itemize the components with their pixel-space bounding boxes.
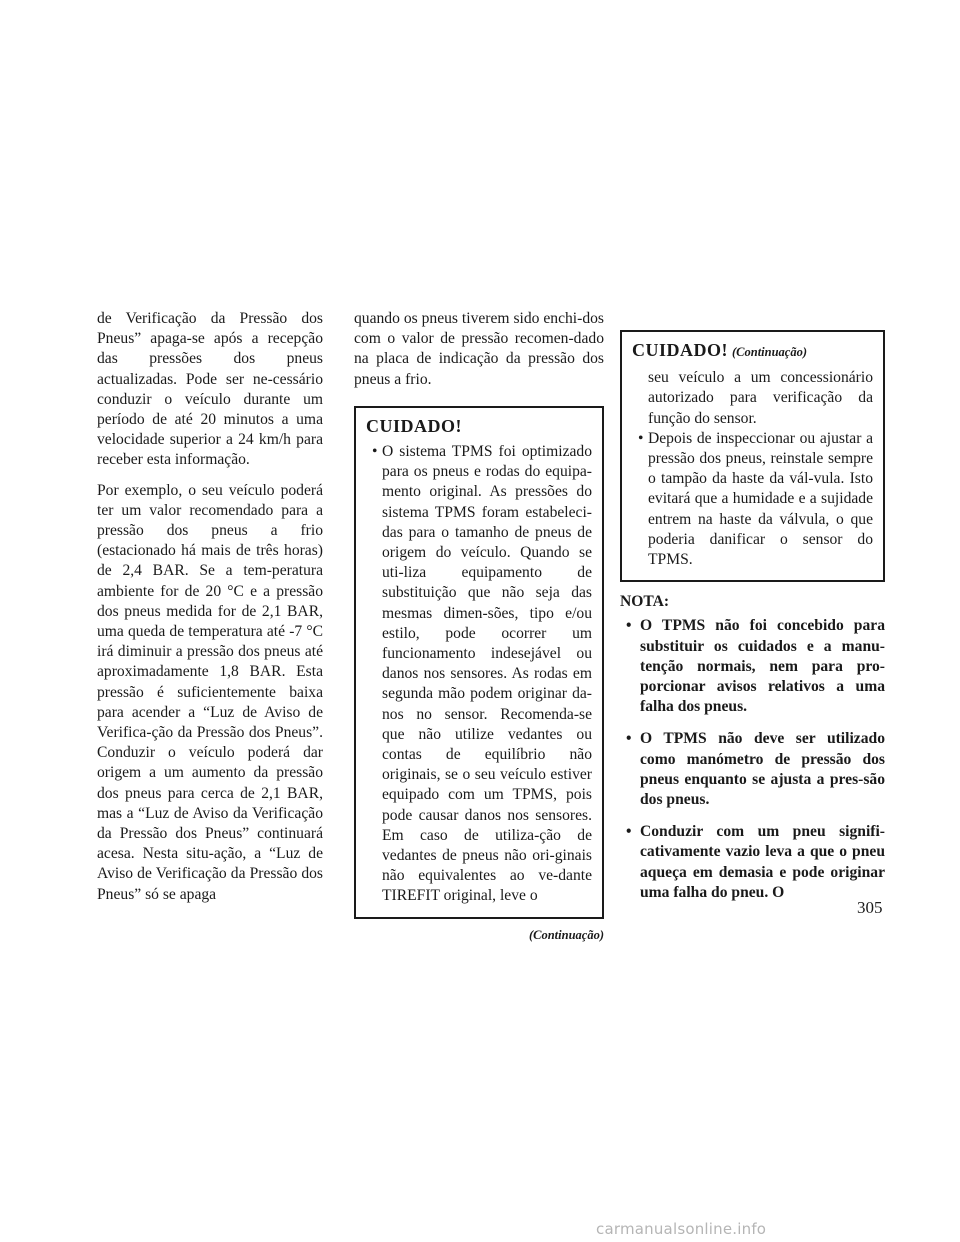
caution-title — [632, 340, 873, 362]
caution-item: • Depois de inspeccionar ou ajustar a pressão dos pneus, reinstale sempre o tampão da haste da vál-vula. Isto evitará que a humidade e a sujidade entrem na haste da válvula, o que poderia danificar o sensor do TPMS. — [632, 429, 873, 570]
text-column-middle — [354, 309, 604, 945]
caution-box — [354, 406, 604, 919]
caution-continuation: seu veículo a um concessionário autorizado para verificação da função do sensor. — [648, 369, 873, 427]
text-column-right — [620, 330, 885, 915]
caution-item: • O sistema TPMS foi optimizado para os pneus e rodas do equipa-mento original. As pressões do sistema TPMS foram estabeleci-das para o tamanho de pneus de origem do veículo. Quando se uti-liza equipamento de substituição que não seja das mesmas dimen-sões, tipo e/ou estilo, pode ocorrer um funcionamento indesejável ou danos nos sensores. As rodas em segunda mão podem originar da-nos no sensor. Recomenda-se que não utilize vedantes ou contas de equilíbrio não originais, se o seu veículo estiver equipado com um TPMS, pois pode causar danos nos sensores. Em caso de utiliza-ção de vedantes de pneus não ori-ginais não equivalentes ao ve-dante TIREFIT original, leve o — [366, 442, 592, 907]
caution-list — [632, 368, 873, 570]
note-label: NOTA: — [620, 593, 670, 611]
continued-label: (Continuação) — [528, 927, 604, 942]
note-item: • Conduzir com um pneu signifi-cativamente vazio leva a que o pneu aqueça em demasia e pode originar uma falha do pneu. O — [620, 822, 885, 903]
watermark: carmanualsonline.info — [596, 1220, 767, 1238]
caution-box-continued — [620, 330, 885, 582]
paragraph: Por exemplo, o seu veículo poderá ter um valor recomendado para a pressão dos pneus a frio (estacionado há mais de três horas) de 2,4 BAR. Se a tem-peratura ambiente for de 20 °C e a pressão dos pneus medida for de 2,1 BAR, uma queda de temperatura até -7 °C irá diminuir a pressão dos pneus até aproximadamente 1,8 BAR. Esta pressão é suficientemente baixa para acender a “Luz de Aviso de Verifica-ção da Pressão dos Pneus”. Conduzir o veículo poderá dar origem a um aumento da pressão dos pneus para cerca de 2,1 BAR, mas a “Luz de Aviso da Verificação da Pressão dos Pneus” continuará acesa. Nesta situ-ação, a “Luz de Aviso de Verificação da Pressão dos Pneus” só se apaga — [97, 481, 323, 903]
text-column-left — [97, 309, 323, 915]
note-list — [620, 616, 885, 903]
continued-label: (Continuação) — [732, 345, 808, 359]
page-number: 305 — [857, 898, 883, 917]
paragraph: quando os pneus tiverem sido enchi-dos com o valor de pressão recomen-dado na placa de indicação da pressão dos pneus a frio. — [354, 310, 604, 388]
caution-title: CUIDADO! — [366, 415, 462, 436]
caution-list — [366, 442, 592, 907]
note-item: • O TPMS não deve ser utilizado como manómetro de pressão dos pneus enquanto se ajusta a pres-são dos pneus. — [620, 729, 885, 810]
note-item: • O TPMS não foi concebido para substituir os cuidados e a manu-tenção normais, nem para pro-porcionar avisos relativos a uma falha dos pneus. — [620, 616, 885, 717]
paragraph: de Verificação da Pressão dos Pneus” apaga-se após a recepção das pressões dos pneus actualizadas. Pode ser ne-cessário conduzir o veículo durante um período de até 20 minutos a uma velocidade superior a 24 km/h para receber esta informação. — [97, 310, 323, 469]
caution-title-text: CUIDADO! — [632, 340, 728, 360]
